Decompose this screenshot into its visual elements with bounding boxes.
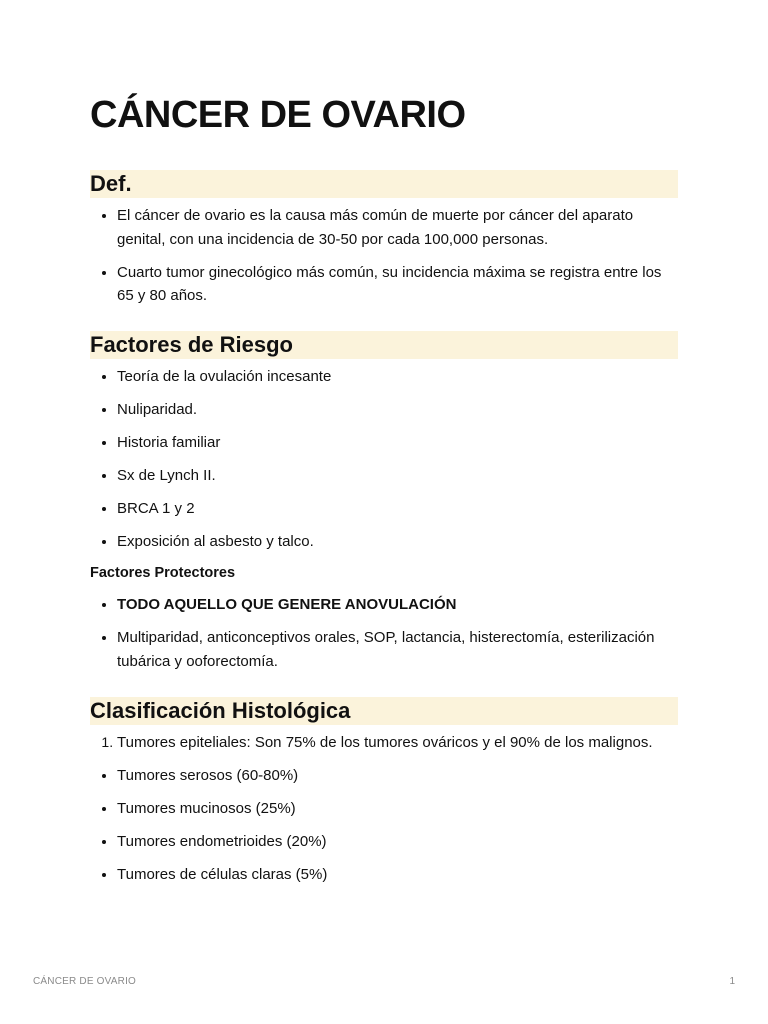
list-item: • TODO AQUELLO QUE GENERE ANOVULACIÓN: [117, 593, 678, 617]
subheading-factores-protectores: Factores Protectores: [90, 565, 236, 581]
list-item: • Historia familiar: [117, 431, 678, 455]
footer-doc-title: CÁNCER DE OVARIO: [33, 976, 137, 987]
footer-page-number: 1: [729, 976, 735, 987]
def-list: [90, 204, 678, 308]
histologica-ordered-list: [90, 731, 678, 755]
list-item: • Nuliparidad.: [117, 398, 678, 422]
section-heading-def: Def.: [90, 170, 678, 198]
document-page: [90, 92, 678, 896]
section-heading-factores-riesgo: Factores de Riesgo: [90, 331, 678, 359]
list-item: 1. Tumores epiteliales: Son 75% de los tumores ováricos y el 90% de los malignos.: [117, 731, 678, 755]
histologica-list: [90, 764, 678, 887]
list-item: • Exposición al asbesto y talco.: [117, 530, 678, 554]
list-item: • Cuarto tumor ginecológico más común, su incidencia máxima se registra entre los 65 y 80 años.: [117, 261, 678, 308]
riesgo-list: [90, 365, 678, 554]
section-heading-clasificacion-histologica: Clasificación Histológica: [90, 697, 678, 725]
page-title: CÁNCER DE OVARIO: [90, 94, 466, 136]
list-item: • Tumores de células claras (5%): [117, 863, 678, 887]
list-item: • Tumores serosos (60-80%): [117, 764, 678, 788]
protectores-list: [90, 593, 678, 673]
list-item: • Teoría de la ovulación incesante: [117, 365, 678, 389]
list-item: • El cáncer de ovario es la causa más común de muerte por cáncer del aparato genital, con una incidencia de 30-50 por cada 100,000 personas.: [117, 204, 678, 251]
list-item: • BRCA 1 y 2: [117, 497, 678, 521]
list-item: • Multiparidad, anticonceptivos orales, SOP, lactancia, histerectomía, esterilización tubárica y ooforectomía.: [117, 626, 678, 673]
list-item: • Tumores endometrioides (20%): [117, 830, 678, 854]
list-item: • Sx de Lynch II.: [117, 464, 678, 488]
list-item: • Tumores mucinosos (25%): [117, 797, 678, 821]
